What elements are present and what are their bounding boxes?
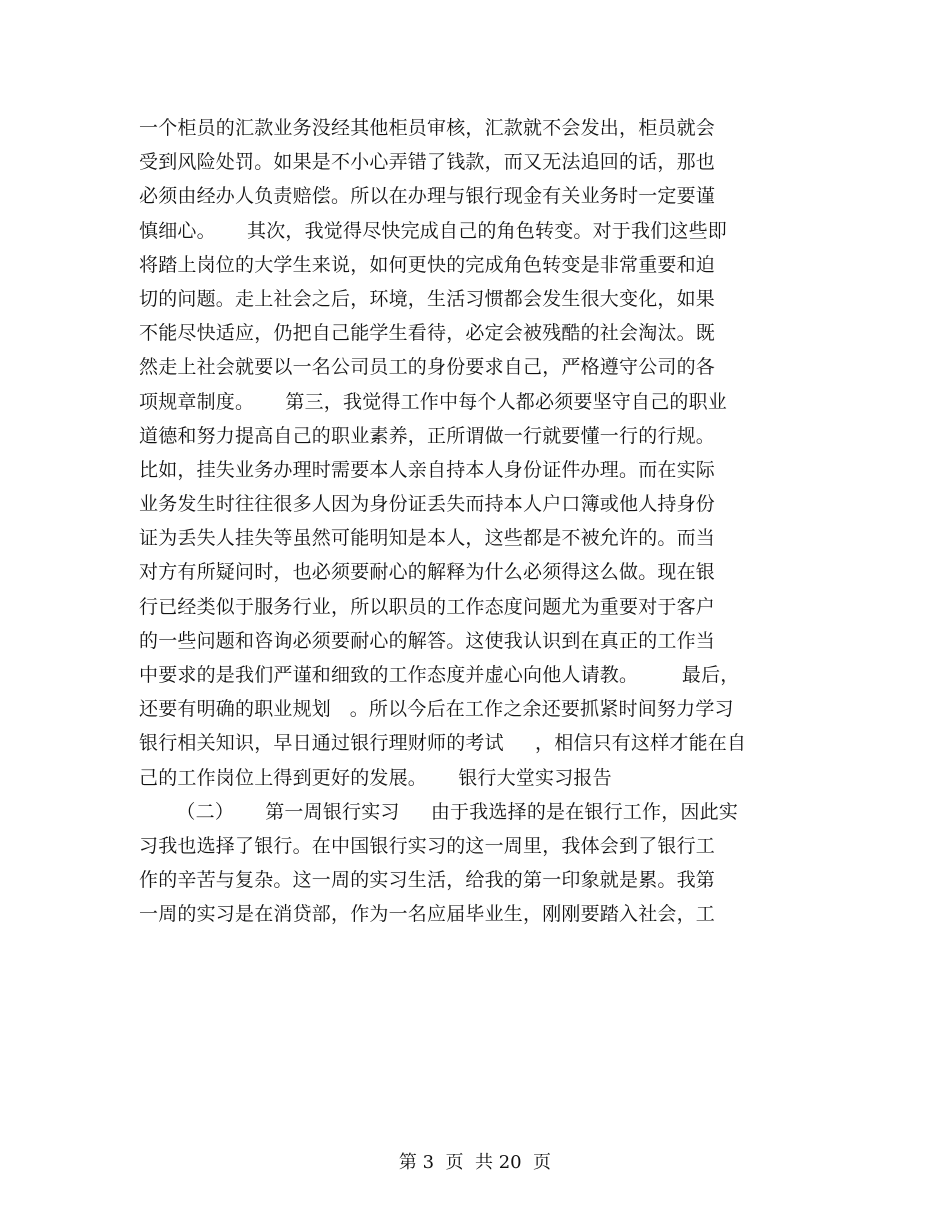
text-line: 中要求的是我们严谨和细致的工作态度并虚心向他人请教。 最后， xyxy=(139,664,740,686)
text-line: 慎细心。 其次，我觉得尽快完成自己的角色转变。对于我们这些即 xyxy=(139,219,727,242)
text-line: 行已经类似于服务行业，所以职员的工作态度问题尤为重要对于客户 xyxy=(139,595,716,618)
text-line: 切的问题。走上社会之后，环境，生活习惯都会发生很大变化，如果 xyxy=(139,287,716,310)
body-text xyxy=(139,111,809,932)
text-line: 必须由经办人负责赔偿。所以在办理与银行现金有关业务时一定要谨 xyxy=(139,185,716,208)
text-line: 然走上社会就要以一名公司员工的身份要求自己，严格遵守公司的各 xyxy=(139,356,716,379)
text-line: 受到风险处罚。如果是不小心弄错了钱款，而又无法追回的话，那也 xyxy=(139,151,716,174)
text-line: 作的辛苦与复杂。这一周的实习生活，给我的第一印象就是累。我第 xyxy=(139,869,716,892)
text-line: 还要有明确的职业规划 。所以今后在工作之余还要抓紧时间努力学习 xyxy=(139,698,734,721)
text-line: 一周的实习是在消贷部，作为一名应届毕业生，刚刚要踏入社会，工 xyxy=(139,903,716,926)
text-line: 业务发生时往往很多人因为身份证丢失而持本人户口簿或他人持身份 xyxy=(139,493,716,516)
text-line: 一个柜员的汇款业务没经其他柜员审核，汇款就不会发出，柜员就会 xyxy=(139,117,716,139)
text-line: 证为丢失人挂失等虽然可能明知是本人，这些都是不被允许的。而当 xyxy=(139,527,716,550)
text-line: 道德和努力提高自己的职业素养，正所谓做一行就要懂一行的行规。 xyxy=(139,424,716,447)
text-line: 不能尽快适应，仍把自己能学生看待，必定会被残酷的社会淘汰。既 xyxy=(139,322,716,345)
text-line: 比如，挂失业务办理时需要本人亲自持本人身份证件办理。而在实际 xyxy=(139,458,716,481)
text-line: 的一些问题和咨询必须要耐心的解答。这使我认识到在真正的工作当 xyxy=(139,629,716,652)
text-line: 将踏上岗位的大学生来说，如何更快的完成角色转变是非常重要和迫 xyxy=(139,253,716,276)
text-line: 习我也选择了银行。在中国银行实习的这一周里，我体会到了银行工 xyxy=(139,834,716,857)
text-line: （二） 第一周银行实习 由于我选择的是在银行工作，因此实 xyxy=(139,800,739,823)
text-line: 己的工作岗位上得到更好的发展。 银行大堂实习报告 xyxy=(139,766,612,789)
text-line: 银行相关知识，早日通过银行理财师的考试 ，相信只有这样才能在自 xyxy=(139,732,747,755)
text-line: 项规章制度。 第三，我觉得工作中每个人都必须要坚守自己的职业 xyxy=(139,390,727,413)
text-line: 对方有所疑问时，也必须要耐心的解释为什么必须得这么做。现在银 xyxy=(139,561,716,584)
page-number-footer: 第 3 页 共 20 页 xyxy=(398,1152,552,1173)
